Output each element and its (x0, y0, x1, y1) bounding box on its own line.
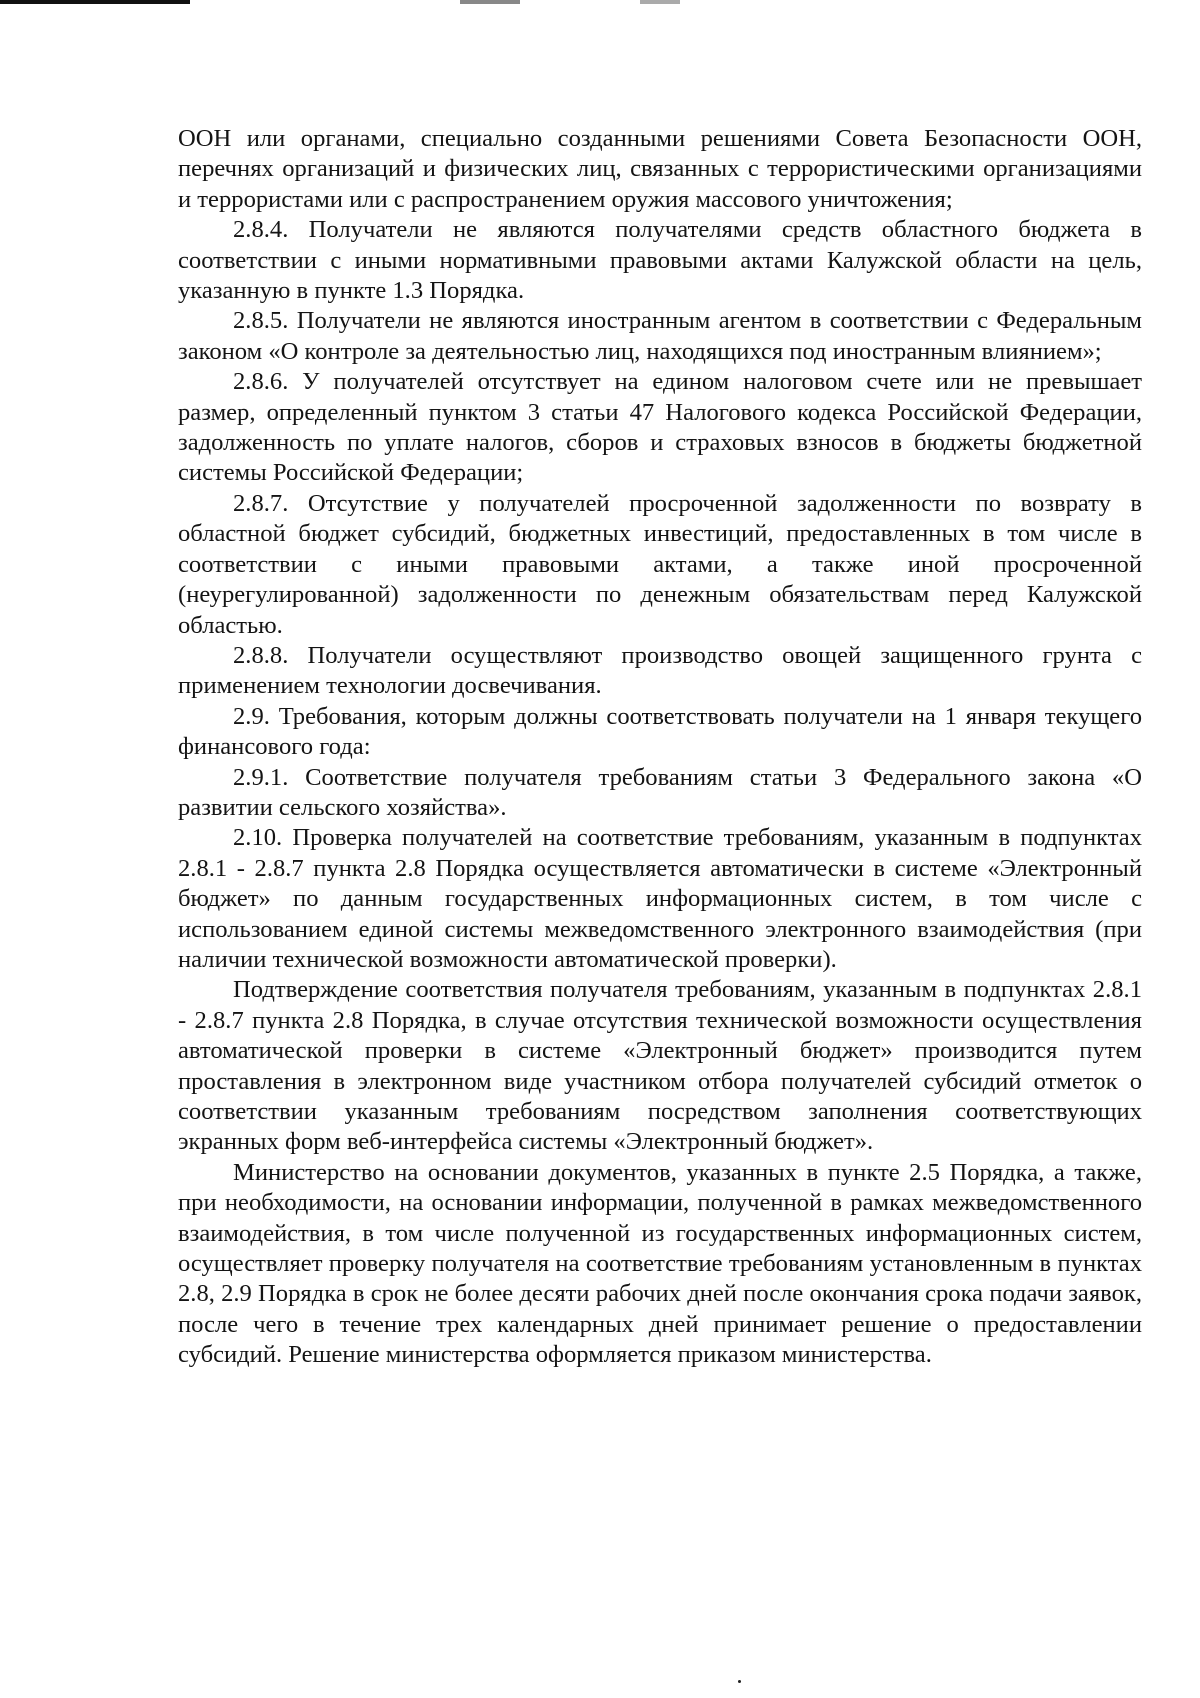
paragraph-confirmation: Подтверждение соответствия получателя требованиям, указанным в подпунктах 2.8.1 - 2.8.7 пункта 2.8 Порядка, в случае отсутствия технической возможности осуществления автоматической проверки в системе «Электронный бюджет» производится путем проставления в электронном виде участником отбора получателей субсидий отметок о соответствии указанным требованиям посредством заполнения соответствующих экранных форм веб-интерфейса системы «Электронный бюджет». (178, 976, 1142, 1156)
paragraph-2-8-7: 2.8.7. Отсутствие у получателей просроченной задолженности по возврату в областной бюджет субсидий, бюджетных инвестиций, предоставленных в том числе в соответствии с иными правовыми актами, а также иной просроченной (неурегулированной) задолженности по денежным обязательствам перед Калужской областью. (178, 489, 1142, 639)
paragraph-2-9-1: 2.9.1. Соответствие получателя требованиям статьи 3 Федерального закона «О развитии сельского хозяйства». (178, 763, 1142, 821)
scan-artifacts (0, 0, 1200, 20)
document-page (178, 124, 1142, 1371)
paragraph-2-8-5: 2.8.5. Получатели не являются иностранным агентом в соответствии с Федеральным законом «О контроле за деятельностью лиц, находящихся под иностранным влиянием»; (178, 307, 1142, 365)
scan-speck (460, 0, 520, 4)
paragraph-2-8-4: 2.8.4. Получатели не являются получателями средств областного бюджета в соответствии с иными нормативными правовыми актами Калужской области на цель, указанную в пункте 1.3 Порядка. (178, 216, 1142, 305)
scan-edge-line (0, 0, 190, 4)
scan-speck (640, 0, 680, 4)
paragraph-2-9: 2.9. Требования, которым должны соответствовать получатели на 1 января текущего финансового года: (178, 702, 1142, 761)
paragraph-2-8-3-continuation: ООН или органами, специально созданными решениями Совета Безопасности ООН, перечнях организаций и физических лиц, связанных с террористическими организациями и террористами или с распространением оружия массового уничтожения; (178, 125, 1142, 213)
paragraph-ministry-check: Министерство на основании документов, указанных в пункте 2.5 Порядка, а также, при необходимости, на основании информации, полученной в рамках межведомственного взаимодействия, в том числе полученной из государственных информационных систем, осуществляет проверку получателя на соответствие требованиям установленным в пунктах 2.8, 2.9 Порядка в срок не более десяти рабочих дней после окончания срока подачи заявок, после чего в течение трех календарных дней принимает решение о предоставлении субсидий. Решение министерства оформляется приказом министерства. (178, 1158, 1142, 1369)
paragraph-2-8-8: 2.8.8. Получатели осуществляют производство овощей защищенного грунта с применением технологии досвечивания. (178, 641, 1142, 700)
scan-dot (738, 1680, 741, 1683)
paragraph-2-10: 2.10. Проверка получателей на соответствие требованиям, указанным в подпунктах 2.8.1 - 2.8.7 пункта 2.8 Порядка осуществляется автоматически в системе «Электронный бюджет» по данным государственных информационных систем, в том числе с использованием единой системы межведомственного электронного взаимодействия (при наличии технической возможности автоматической проверки). (178, 824, 1142, 973)
paragraph-2-8-6: 2.8.6. У получателей отсутствует на едином налоговом счете или не превышает размер, определенный пунктом 3 статьи 47 Налогового кодекса Российской Федерации, задолженность по уплате налогов, сборов и страховых взносов в бюджеты бюджетной системы Российской Федерации; (178, 368, 1142, 487)
